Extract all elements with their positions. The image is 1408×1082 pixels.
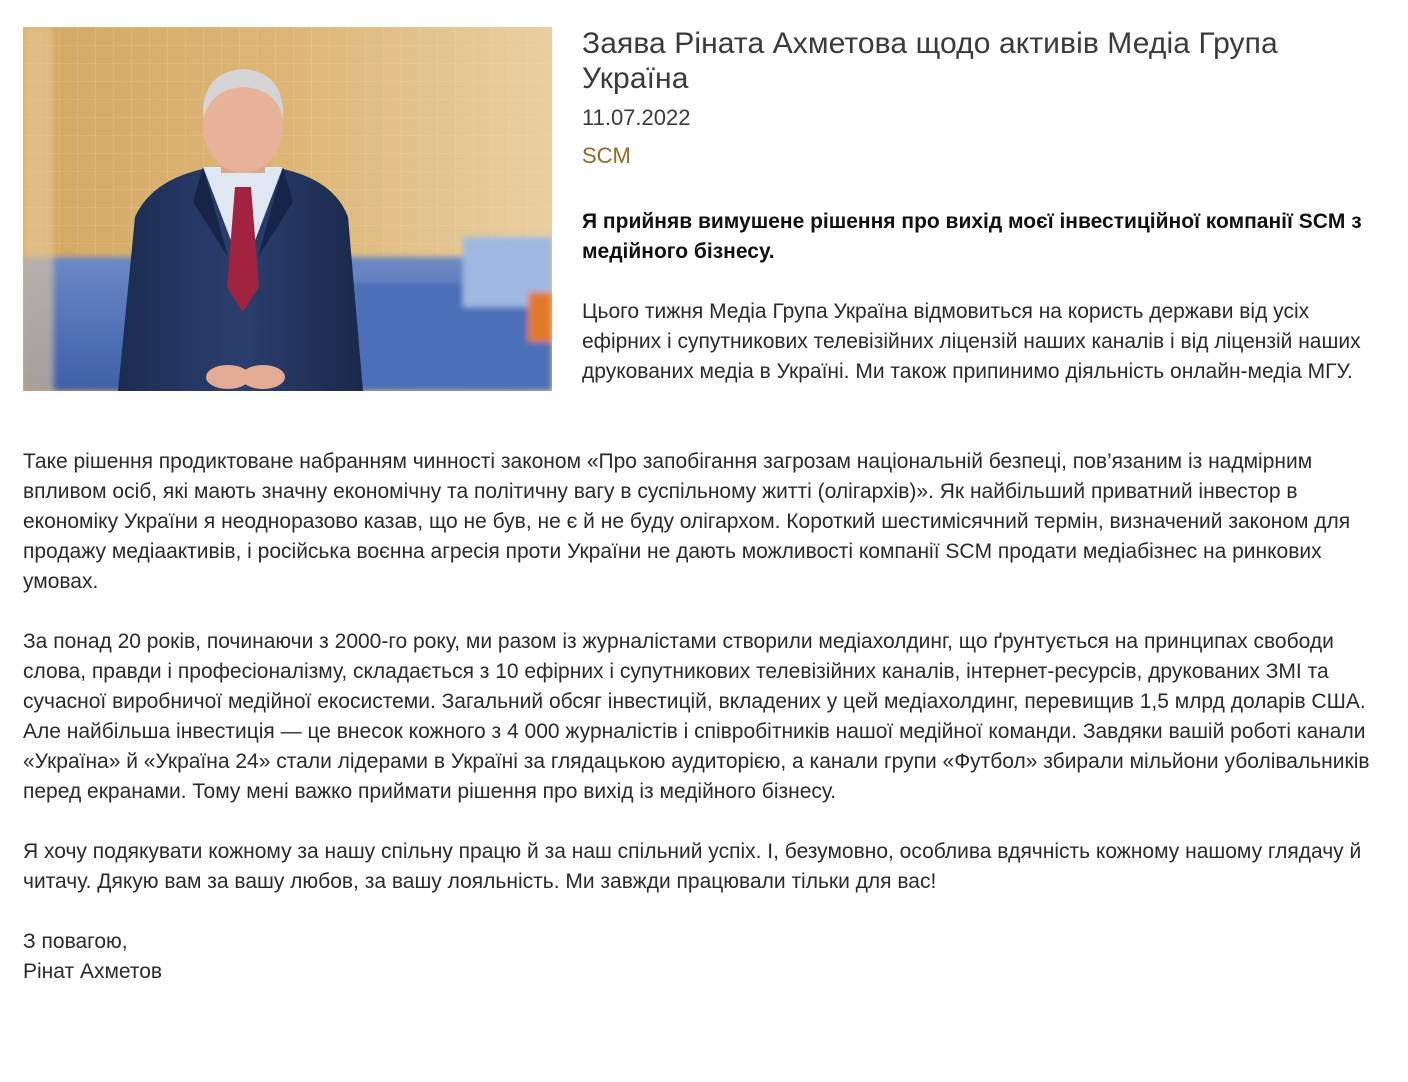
article-photo (23, 27, 552, 391)
article-title: Заява Ріната Ахметова щодо активів Медіа Група Україна (582, 27, 1278, 95)
article-date: 11.07.2022 (582, 105, 691, 130)
article-paragraph: За понад 20 років, починаючи з 2000-го року, ми разом із журналістами створили медіахолдинг, що ґрунтується на принципах свободи слова, правди і професіоналізму, складається з 10 ефірних і супутникових телевізійних каналів, інтернет-ресурсів, друкованих ЗМІ та сучасної виробничої медійної екосистеми. Загальний обсяг інвестицій, вкладених у цей медіахолдинг, перевищив 1,5 млрд доларів США. Але найбільша інвестиція — це внесок кожного з 4 000 журналістів і співробітників нашої медійної команди. Завдяки вашій роботі канали «Україна» й «Україна 24» стали лідерами в Україні за глядацькою аудиторією, а канали групи «Футбол» збирали мільйони уболівальників перед екранами. Тому мені важко приймати рішення про вихід із медійного бізнесу. (23, 630, 1370, 803)
article-signoff (23, 927, 1385, 987)
signoff-greeting: З повагою, (23, 930, 128, 953)
article-intro: Цього тижня Медіа Група Україна відмовиться на користь держави від усіх ефірних і супутникових телевізійних ліцензій наших каналів і від ліцензій наших друкованих медіа в Україні. Ми також припинимо діяльність онлайн-медіа МГУ. (582, 300, 1361, 383)
article-header (582, 26, 1382, 170)
article-paragraph: Таке рішення продиктоване набранням чинності законом «Про запобігання загрозам національній безпеці, пов’язаним із надмірним впливом осіб, які мають значну економічну та політичну вагу в суспільному житті (олігархів)». Як найбільший приватний інвестор в економіку України я неодноразово казав, що не був, не є й не буду олігархом. Короткий шестимісячний термін, визначений законом для продажу медіаактивів, і російська воєнна агресія проти України не дають можливості компанії SCM продати медіабізнес на ринкових умовах. (23, 450, 1351, 593)
signoff-author: Рінат Ахметов (23, 960, 163, 983)
article-lead: Я прийняв вимушене рішення про вихід моєї інвестиційної компанії SCM з медійного бізнесу. (582, 210, 1362, 263)
article-paragraph: Я хочу подякувати кожному за нашу спільну працю й за наш спільний успіх. І, безумовно, особлива вдячність кожному нашому глядачу й читачу. Дякую вам за вашу любов, за вашу лояльність. Ми завжди працювали тільки для вас! (23, 840, 1362, 893)
article-body (23, 447, 1385, 987)
article-source-link[interactable]: SCM (582, 143, 631, 168)
